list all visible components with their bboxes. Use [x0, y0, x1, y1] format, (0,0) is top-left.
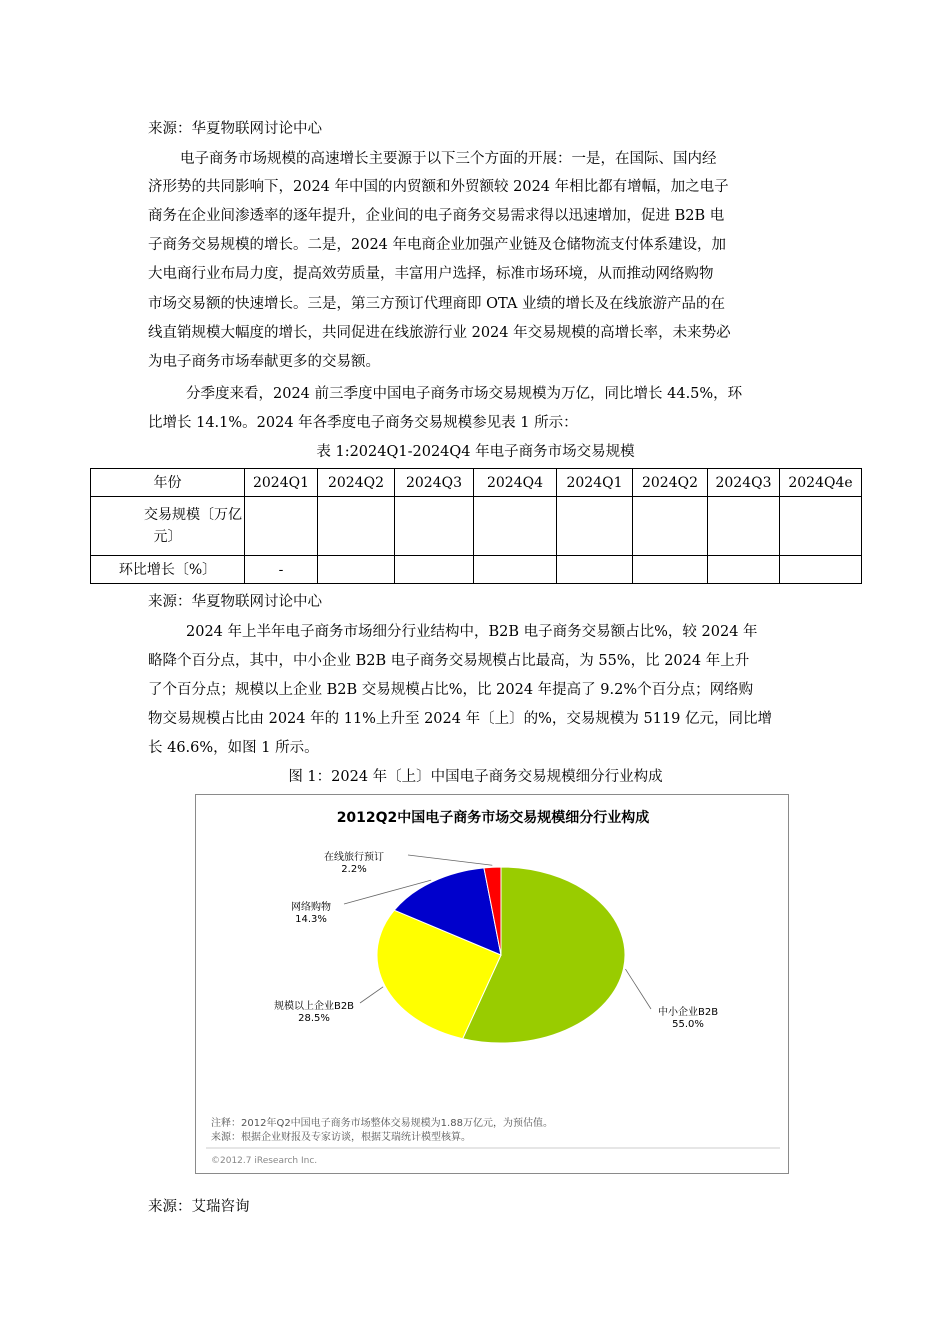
table-cell — [395, 556, 474, 584]
table-row-growth — [91, 556, 862, 584]
table-caption: 表 1:2024Q1-2024Q4 年电子商务市场交易规模 — [316, 444, 635, 460]
header-cell: 2024Q1 — [245, 469, 318, 497]
paragraph-1-line: 商务在企业间渗透率的逐年提升，企业间的电子商务交易需求得以迅速增加，促进 B2B 电 — [148, 208, 725, 224]
table-cell — [708, 497, 780, 556]
header-cell: 2024Q2 — [633, 469, 708, 497]
paragraph-1-line: 市场交易额的快速增长。三是，第三方预订代理商即 OTA 业绩的增长及在线旅游产品的在 — [148, 296, 725, 312]
header-cell: 2024Q3 — [395, 469, 474, 497]
table-cell — [633, 497, 708, 556]
header-cell: 2024Q3 — [708, 469, 780, 497]
chart-note: 注释：2012年Q2中国电子商务市场整体交易规模为1.88万亿元，为预估值。 — [211, 1118, 553, 1129]
table-cell: - — [245, 556, 318, 584]
source-note-2: 来源：华夏物联网讨论中心 — [148, 594, 322, 610]
paragraph-3-line: 了个百分点；规模以上企业 B2B 交易规模占比%，比 2024 年提高了 9.2%个百分点；网络购 — [148, 682, 754, 698]
table-cell — [318, 497, 395, 556]
slice-name-label: 规模以上企业B2B — [273, 1001, 355, 1012]
table-cell — [245, 497, 318, 556]
paragraph-3-line: 物交易规模占比由 2024 年的 11%上升至 2024 年〔上〕的%，交易规模为 5119 亿元，同比增 — [148, 711, 772, 727]
row-label-volume — [91, 497, 245, 556]
row-label-volume-a: 交易规模〔万亿 — [144, 507, 242, 523]
pie-slices — [377, 867, 625, 1043]
table-cell — [557, 497, 633, 556]
leader-line — [625, 969, 651, 1009]
leader-line — [408, 855, 492, 865]
row-label-volume-b: 元〕 — [153, 529, 182, 545]
table-cell — [708, 556, 780, 584]
table-cell — [557, 556, 633, 584]
slice-value-label: 14.3% — [295, 914, 327, 925]
header-cell: 2024Q4 — [474, 469, 557, 497]
table-cell — [780, 556, 862, 584]
slice-name-label: 网络购物 — [291, 902, 331, 913]
table-header-row — [91, 469, 862, 497]
chart-source: 来源：根据企业财报及专家访谈，根据艾瑞统计模型核算。 — [211, 1132, 471, 1143]
table-cell — [395, 497, 474, 556]
header-cell: 年份 — [91, 469, 245, 497]
figure-caption: 图 1：2024 年〔上〕中国电子商务交易规模细分行业构成 — [288, 769, 663, 785]
header-cell: 2024Q4e — [780, 469, 862, 497]
paragraph-3-line: 2024 年上半年电子商务市场细分行业结构中，B2B 电子商务交易额占比%，较 2024 年 — [186, 624, 758, 640]
pie-chart-figure — [195, 794, 789, 1174]
slice-value-label: 2.2% — [341, 864, 367, 875]
chart-copyright: ©2012.7 iResearch Inc. — [211, 1156, 318, 1166]
paragraph-1-line: 为电子商务市场奉献更多的交易额。 — [148, 354, 380, 370]
pie-chart-svg — [196, 795, 790, 1175]
slice-name-label: 在线旅行预订 — [324, 852, 384, 863]
slice-name-label: 中小企业B2B — [658, 1007, 719, 1018]
header-cell: 2024Q2 — [318, 469, 395, 497]
slice-value-label: 28.5% — [298, 1013, 330, 1024]
table-cell — [474, 497, 557, 556]
paragraph-1-line: 大电商行业布局力度，提高效劳质量，丰富用户选择，标准市场环境，从而推动网络购物 — [148, 266, 714, 282]
table-cell — [474, 556, 557, 584]
paragraph-3-line: 略降个百分点，其中，中小企业 B2B 电子商务交易规模占比最高，为 55%，比 2024 年上升 — [148, 653, 750, 669]
paragraph-1-line: 子商务交易规模的增长。二是，2024 年电商企业加强产业链及仓储物流支付体系建设，加 — [148, 237, 727, 253]
table-cell — [633, 556, 708, 584]
header-cell: 2024Q1 — [557, 469, 633, 497]
table-cell — [780, 497, 862, 556]
paragraph-2-line: 比增长 14.1%。2024 年各季度电子商务交易规模参见表 1 所示： — [148, 415, 578, 431]
leader-line — [360, 987, 383, 1003]
table-row-volume — [91, 497, 862, 556]
row-label-growth: 环比增长〔%〕 — [91, 556, 245, 584]
paragraph-1-line: 线直销规模大幅度的增长，共同促进在线旅游行业 2024 年交易规模的高增长率，未来势必 — [148, 325, 731, 341]
slice-value-label: 55.0% — [672, 1019, 704, 1030]
table-cell — [318, 556, 395, 584]
paragraph-2-line: 分季度来看，2024 前三季度中国电子商务市场交易规模为万亿，同比增长 44.5%，环 — [186, 386, 743, 402]
chart-title: 2012Q2中国电子商务市场交易规模细分行业构成 — [336, 810, 650, 826]
market-size-table — [90, 468, 862, 584]
paragraph-1-line: 济形势的共同影响下，2024 年中国的内贸额和外贸额较 2024 年相比都有增幅，加之电子 — [148, 179, 729, 195]
source-note-1: 来源：华夏物联网讨论中心 — [148, 121, 322, 137]
paragraph-1-line: 电子商务市场规模的高速增长主要源于以下三个方面的开展：一是，在国际、国内经 — [180, 151, 717, 167]
paragraph-3-line: 长 46.6%，如图 1 所示。 — [148, 740, 319, 756]
source-note-3: 来源：艾瑞咨询 — [148, 1199, 250, 1215]
